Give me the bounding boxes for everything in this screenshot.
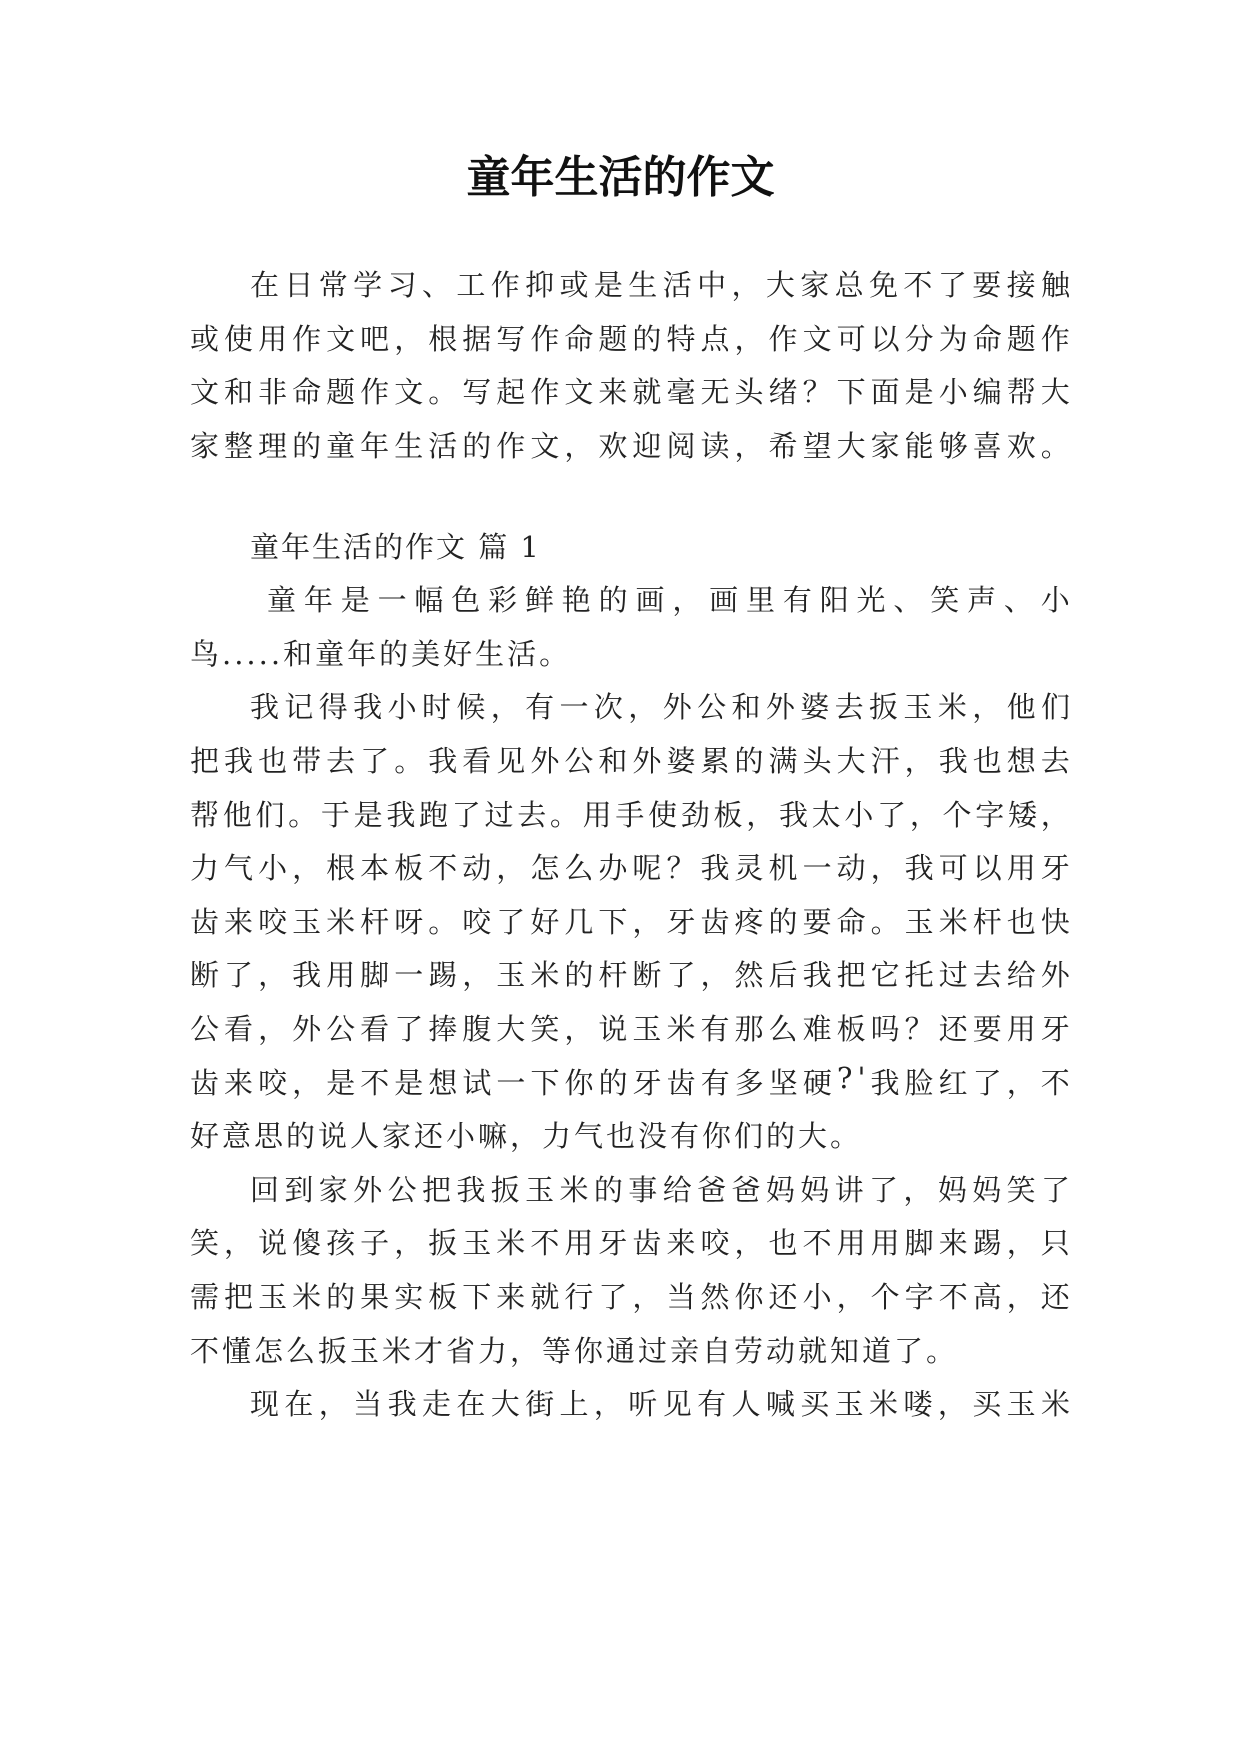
text-line: 在 日 常 学 习 、 工 作 抑 或 是 生 活 中 ， 大 家 总 免 不 了 要 接 触 bbox=[250, 268, 1070, 302]
text-line: 回 到 家 外 公 把 我 扳 玉 米 的 事 给 爸 爸 妈 妈 讲 了 ， 妈 妈 笑 了 bbox=[250, 1173, 1070, 1207]
text-line: 鸟.....和童年的美好生活。 bbox=[190, 637, 572, 671]
text-line: 需 把 玉 米 的 果 实 板 下 来 就 行 了 ， 当 然 你 还 小 ， 个 字 不 高 ， 还 bbox=[190, 1280, 1070, 1314]
text-line: 童 年 是 一 幅 色 彩 鲜 艳 的 画 ， 画 里 有 阳 光 、 笑 声 、 小 bbox=[267, 583, 1070, 617]
text-line: 公 看 ， 外 公 看 了 捧 腹 大 笑 ， 说 玉 米 有 那 么 难 板 吗 ？ 还 要 用 牙 bbox=[190, 1012, 1070, 1046]
text-line: 现 在 ， 当 我 走 在 大 街 上 ， 听 见 有 人 喊 买 玉 米 喽 ， 买 玉 米 bbox=[250, 1387, 1070, 1421]
text-line: 家 整 理 的 童 年 生 活 的 作 文 ， 欢 迎 阅 读 ， 希 望 大 家 能 够 喜 欢 。 bbox=[190, 429, 1070, 463]
text-line: 帮 他 们 。 于 是 我 跑 了 过 去 。 用 手 使 劲 板 ， 我 太 小 了 ， 个 字 矮 ， bbox=[190, 798, 1070, 832]
text-line: 笑 ， 说 傻 孩 子 ， 扳 玉 米 不 用 牙 齿 来 咬 ， 也 不 用 用 脚 来 踢 ， 只 bbox=[190, 1226, 1070, 1260]
text-line: 或 使 用 作 文 吧 ， 根 据 写 作 命 题 的 特 点 ， 作 文 可 以 分 为 命 题 作 bbox=[190, 322, 1070, 356]
text-line: 不懂怎么扳玉米才省力，等你通过亲自劳动就知道了。 bbox=[190, 1334, 959, 1368]
text-line: 力 气 小 ， 根 本 板 不 动 ， 怎 么 办 呢 ？ 我 灵 机 一 动 ， 我 可 以 用 牙 bbox=[190, 851, 1070, 885]
text-line: 我 记 得 我 小 时 候 ， 有 一 次 ， 外 公 和 外 婆 去 扳 玉 米 ， 他 们 bbox=[250, 690, 1070, 724]
text-line: 断 了 ， 我 用 脚 一 踢 ， 玉 米 的 杆 断 了 ， 然 后 我 把 它 托 过 去 给 外 bbox=[190, 958, 1070, 992]
section-heading: 童年生活的作文 篇 1 bbox=[250, 530, 541, 564]
text-line: 齿 来 咬 ， 是 不 是 想 试 一 下 你 的 牙 齿 有 多 坚 硬 ? ' 我 脸 红 了 ， 不 bbox=[190, 1061, 1070, 1100]
text-line: 齿 来 咬 玉 米 杆 呀 。 咬 了 好 几 下 ， 牙 齿 疼 的 要 命 。 玉 米 杆 也 快 bbox=[190, 905, 1070, 939]
document-title: 童年生活的作文 bbox=[466, 152, 775, 203]
text-line: 好意思的说人家还小嘛，力气也没有你们的大。 bbox=[190, 1119, 863, 1153]
text-line: 把 我 也 带 去 了 。 我 看 见 外 公 和 外 婆 累 的 满 头 大 汗 ， 我 也 想 去 bbox=[190, 744, 1070, 778]
text-line: 文 和 非 命 题 作 文 。 写 起 作 文 来 就 毫 无 头 绪 ？ 下 面 是 小 编 帮 大 bbox=[190, 375, 1070, 409]
